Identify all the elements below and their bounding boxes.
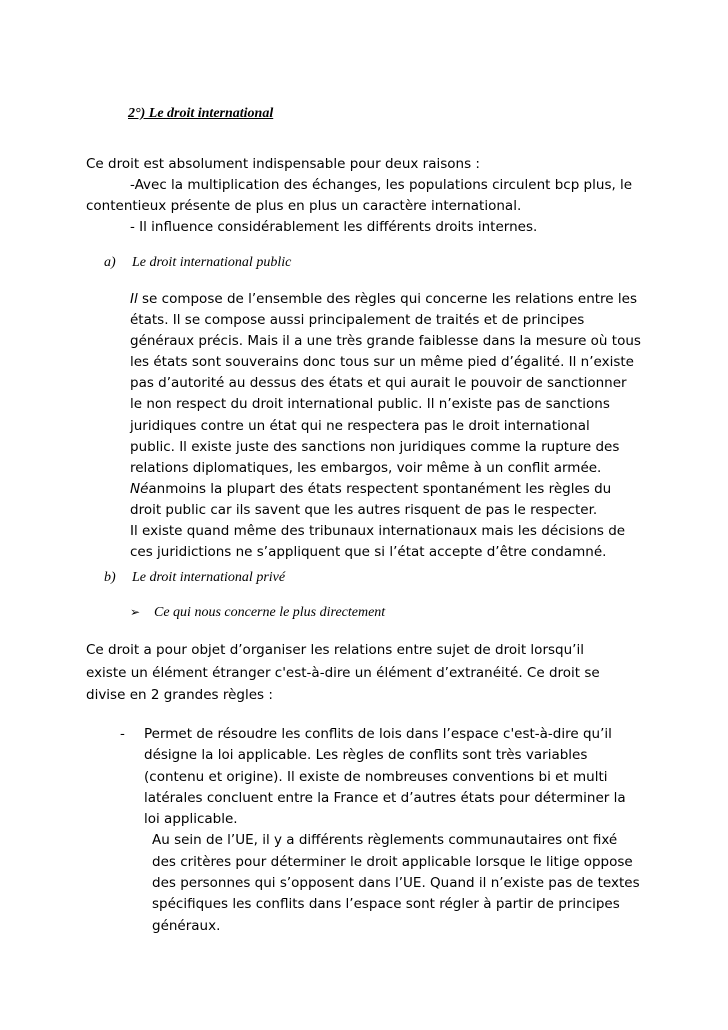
paragraph-line: Ce droit a pour objet d’organiser les relations entre sujet de droit lorsqu’il — [86, 642, 584, 658]
paragraph-line: juridiques contre un état qui ne respectera pas le droit international — [130, 417, 590, 434]
arrow-bullet-icon: ➢ — [130, 605, 141, 619]
dash-item-content — [144, 724, 664, 937]
list-sub-line: des personnes qui s’opposent dans l’UE. Quand il n’existe pas de textes — [152, 875, 640, 892]
paragraph-line: généraux précis. Mais il a une très grande faiblesse dans la mesure où tous — [130, 333, 641, 350]
paragraph-line: Il existe quand même des tribunaux internationaux mais les décisions de — [130, 523, 626, 540]
paragraph-line: les états sont souverains donc tous sur un même pied d’égalité. Il n’existe — [130, 354, 634, 371]
bullet-item — [130, 602, 385, 623]
dash-bullet: - — [120, 726, 125, 742]
paragraph-line: droit public car ils savent que les autres risquent de pas le respecter. — [130, 501, 598, 518]
intro-line: Ce droit est absolument indispensable pour deux raisons : — [86, 156, 480, 172]
paragraph-line — [130, 479, 650, 500]
paragraph-line: public. Il existe juste des sanctions non juridiques comme la rupture des — [130, 438, 620, 455]
list-line: (contenu et origine). Il existe de nombreuses conventions bi et multi — [144, 768, 608, 785]
section-b-paragraph — [86, 639, 600, 707]
intro-paragraph — [86, 154, 632, 238]
neanmoins-start: Né — [130, 480, 149, 497]
intro-line: contentieux présente de plus en plus un caractère international. — [86, 198, 522, 214]
list-sub-line: spécifiques les conflits dans l’espace sont régler à partir de principes — [152, 896, 620, 913]
section-a-heading — [104, 252, 291, 273]
intro-line: -Avec la multiplication des échanges, les populations circulent bcp plus, le — [130, 177, 633, 193]
section-b-marker: b) — [104, 570, 116, 585]
paragraph-line: existe un élément étranger c'est-à-dire un élément d’extranéité. Ce droit se — [86, 664, 600, 681]
section-a-paragraph — [130, 289, 650, 563]
first-line-rest: se compose de l’ensemble des règles qui concerne les relations entre les — [137, 291, 637, 307]
bullet-text: Ce qui nous concerne le plus directement — [154, 605, 386, 620]
neanmoins-rest: anmoins la plupart des états respectent spontanément les règles du — [148, 480, 612, 497]
list-line: Permet de résoudre les conflits de lois dans l’espace c'est-à-dire qu’il — [144, 726, 612, 742]
paragraph-line: divise en 2 grandes règles : — [86, 687, 273, 703]
list-line: loi applicable. — [144, 811, 238, 828]
section-a-marker: a) — [104, 255, 116, 270]
paragraph-line: ces juridictions ne s’appliquent que si l’état accepte d’être condamné. — [130, 544, 607, 561]
section-title: 2°) Le droit international — [128, 106, 274, 121]
paragraph-line: relations diplomatiques, les embargos, voir même à un conflit armée. — [130, 459, 602, 476]
list-line: latérales concluent entre la France et d’autres états pour déterminer la — [144, 789, 626, 806]
paragraph-line: états. Il se compose aussi principalement de traités et de principes — [130, 312, 585, 329]
intro-line: - Il influence considérablement les différents droits internes. — [130, 219, 538, 235]
list-line: désigne la loi applicable. Les règles de conflits sont très variables — [144, 747, 588, 764]
section-b-heading-text: Le droit international privé — [132, 570, 286, 585]
list-sub-line: généraux. — [152, 917, 221, 934]
paragraph-line: le non respect du droit international public. Il n’existe pas de sanctions — [130, 396, 610, 413]
paragraph-line: pas d’autorité au dessus des états et qui aurait le pouvoir de sanctionner — [130, 375, 627, 392]
list-sub-line: des critères pour déterminer le droit applicable lorsque le litige oppose — [152, 853, 633, 870]
section-b-heading — [104, 567, 285, 588]
list-sub-line: Au sein de l’UE, il y a différents règlements communautaires ont fixé — [152, 832, 618, 849]
paragraph-line — [130, 289, 650, 310]
section-a-heading-text: Le droit international public — [132, 255, 292, 270]
first-word: Il — [130, 291, 138, 307]
